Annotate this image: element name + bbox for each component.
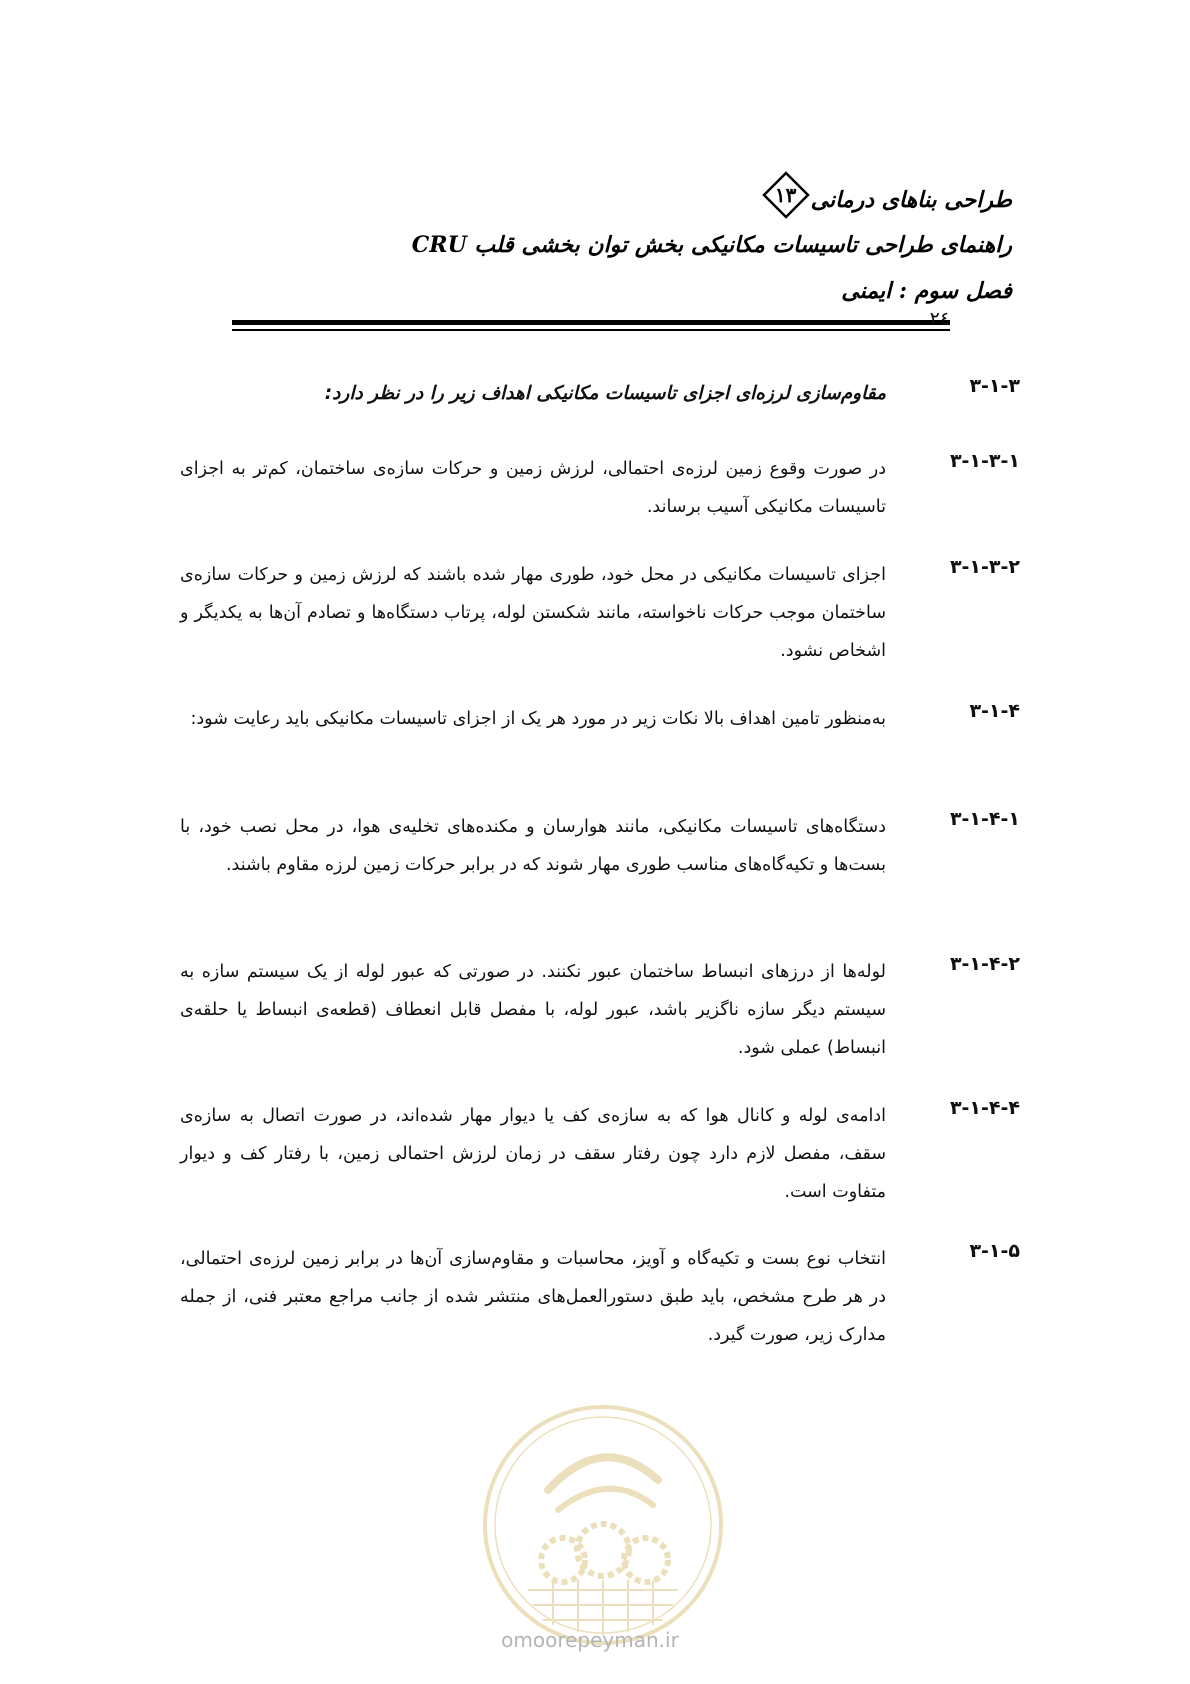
section-text: انتخاب نوع بست و تکیه‌گاه و آویز، محاسبات و مقاوم‌سازی آن‌ها در برابر زمین لرزه‌ی احتمالی، در هر طرح مشخص، باید طبق دستورالعمل‌های منتشر شده از جانب مراجع معتبر فنی، از جمله مدارک زیر، صورت گیرد. [180, 1249, 886, 1345]
section-text: در صورت وقوع زمین لرزه‌ی احتمالی، لرزش زمین و حرکات سازه‌ی ساختمان، کم‌تر به اجزای تاسیسات مکانیکی آسیب برساند. [180, 459, 886, 517]
header-rule-thick [232, 320, 950, 325]
section-heading: مقاوم‌سازی لرزه‌ای اجزای تاسیسات مکانیکی اهداف زیر را در نظر دارد: [324, 383, 886, 404]
volume-number: ۱۳ [774, 183, 797, 207]
guide-title: راهنمای طراحی تاسیسات مکانیکی بخش توان بخشی قلب CRU [411, 232, 1012, 258]
section-text: ادامه‌ی لوله و کانال هوا که به سازه‌ی کف یا دیوار مهار شده‌اند، در صورت اتصال به سازه‌ی سقف، مفصل لازم دارد چون رفتار سقف در زمان لرزش احتمالی زمین، با رفتار کف و دیوار متفاوت است. [180, 1106, 886, 1202]
section-number: ۳-۱-۴ [969, 700, 1020, 722]
section-number: ۳-۱-۵ [969, 1240, 1020, 1262]
watermark-seal-icon [478, 1400, 728, 1650]
section-number: ۳-۱-۴-۴ [949, 1097, 1020, 1119]
section-number: ۳-۱-۳-۱ [949, 450, 1020, 472]
book-title-line [761, 182, 1012, 220]
section-text: به‌منظور تامین اهداف بالا نکات زیر در مورد هر یک از اجزای تاسیسات مکانیکی باید رعایت شود: [190, 709, 886, 729]
section-text: دستگاه‌های تاسیسات مکانیکی، مانند هوارسان و مکنده‌های تخلیه‌ی هوا، در محل نصب خود، با بست‌ها و تکیه‌گاه‌های مناسب طوری مهار شوند که در برابر حرکات زمین لرزه مقاوم باشند. [180, 817, 886, 875]
header-rule-thin [232, 329, 950, 331]
page-number: ٢٤ [929, 308, 950, 330]
section-number: ۳-۱-۴-۱ [949, 808, 1020, 830]
section-number: ۳-۱-۳ [969, 375, 1020, 397]
chapter-title: فصل سوم : ایمنی [841, 278, 1012, 304]
book-title: طراحی بناهای درمانی [810, 187, 1012, 213]
section-number: ۳-۱-۴-۲ [949, 953, 1020, 975]
volume-badge [761, 170, 811, 220]
section-text: اجزای تاسیسات مکانیکی در محل خود، طوری مهار شده باشند که لرزش زمین و حرکات سازه‌ی ساختمان موجب حرکات ناخواسته، مانند شکستن لوله، پرتاب دستگاه‌ها و تصادم آن‌ها به یکدیگر و اشخاص نشود. [180, 565, 886, 661]
section-number: ۳-۱-۳-۲ [949, 556, 1020, 578]
section-text: لوله‌ها از درزهای انبساط ساختمان عبور نکنند. در صورتی که عبور لوله از یک سیستم سازه به سیستم دیگر سازه ناگزیر باشد، عبور لوله، با مفصل قابل انعطاف (قطعه‌ی انبساط یا حلقه‌ی انبساط) عملی شود. [180, 962, 886, 1058]
watermark-site: omoorepeyman.ir [501, 1628, 679, 1652]
